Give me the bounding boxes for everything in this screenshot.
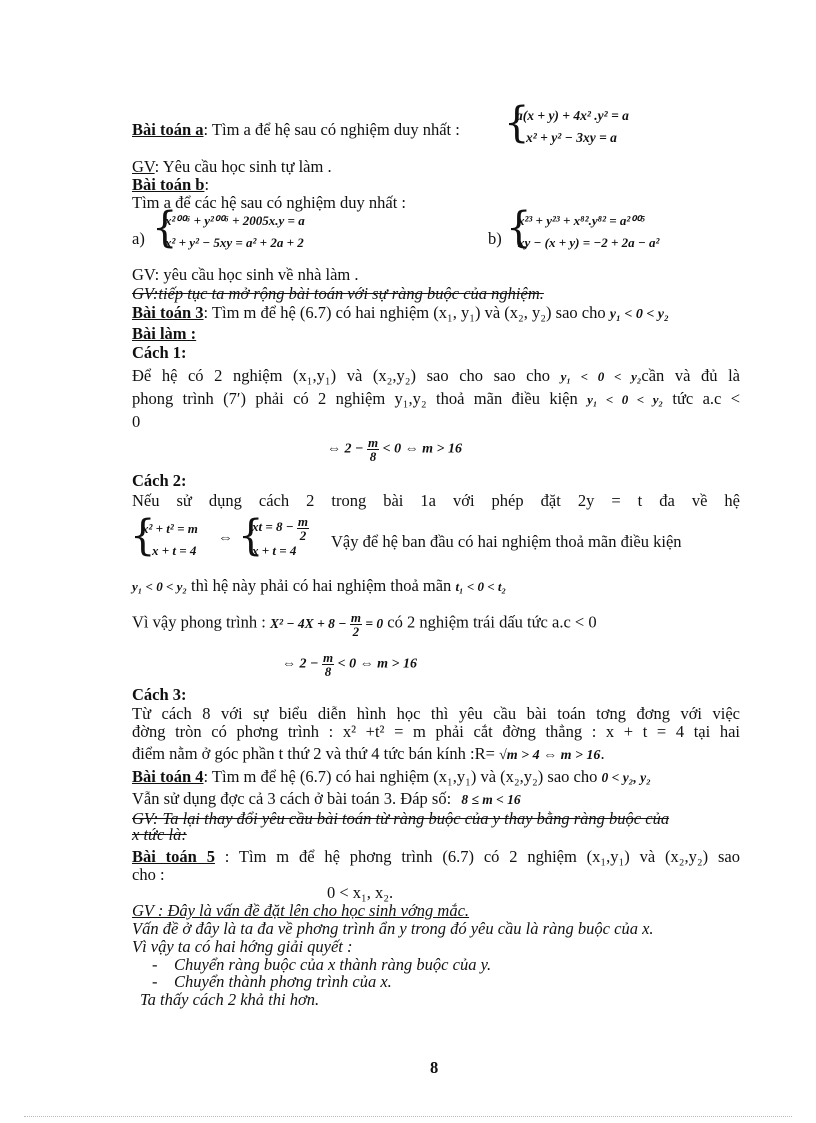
method-1-formula (327, 436, 462, 463)
formula-part: = 0 (365, 615, 384, 631)
problem-5-condition: 0 < x₁, x₂. (327, 883, 394, 902)
problem-4-label: Bài toán 4 (132, 767, 204, 786)
method-3-line-3 (132, 744, 605, 765)
method-2-line-4 (132, 611, 597, 638)
problem-a-system (516, 105, 629, 149)
system-equation: x² + y² − 3xy = a (526, 130, 617, 145)
problem-5-label: Bài toán 5 (132, 847, 215, 866)
method-1-text: tức a.c < (672, 389, 741, 408)
system-equation: x² + t² = m (142, 521, 198, 536)
method-2-text: thì hệ này phải có hai nghiệm thoả mãn (191, 576, 452, 595)
formula-part: X² − 4X + 8 − (269, 615, 347, 631)
problem-a-label: Bài toán a (132, 120, 204, 139)
solution-heading: Bài làm : (132, 324, 197, 343)
system-equation: a(x + y) + 4x² .y² = a (516, 108, 629, 123)
method-3-line-2: đờng tròn có phơng trình : x² +t² = m phải cắt đờng thẳng : x + t = 4 tại hai (132, 722, 740, 741)
list-item (152, 972, 392, 991)
problem-3-text: : Tìm m để hệ (6.7) có hai nghiệm (x₁, y₁) và (x₂, y₂) sao cho (203, 303, 606, 322)
method-3-text: . (600, 744, 605, 763)
fraction (297, 515, 309, 542)
system-equation: x + t = 4 (252, 543, 297, 558)
fraction-denominator: 8 (369, 449, 377, 464)
method-1-line-2 (132, 389, 740, 409)
problem-a-text: : Tìm a để hệ sau có nghiệm duy nhất : (203, 120, 460, 139)
page-number: 8 (430, 1058, 439, 1077)
system-brace: { (504, 98, 530, 148)
fraction-denominator: 8 (324, 664, 332, 679)
problem-4-text: Vẫn sử dụng đợc cả 3 cách ở bài toán 3. Đáp số: (132, 789, 452, 808)
problem-5-statement (132, 847, 740, 866)
gv-note-text: : Yêu cầu học sinh tự làm . (154, 157, 332, 176)
problem-b-a-system (165, 210, 305, 254)
method-1-text: cần và đủ là (641, 366, 741, 385)
fraction-numerator: m (297, 513, 309, 529)
method-2-condition: t₁ < 0 < t₂ (455, 579, 507, 594)
method-1-line-3: 0 (132, 412, 141, 431)
method-1-condition: y₁ < 0 < y₂ (560, 369, 642, 384)
method-2-system-1 (142, 518, 198, 562)
problem-4-answer: 8 ≤ m < 16 (461, 792, 521, 807)
method-3-line-1: Từ cách 8 với sự biểu diễn hình học thì yêu cầu bài toán tơng đơng với việc (132, 704, 740, 723)
system-equation: x²⁰⁰⁶ + y²⁰⁰⁶ + 2005x.y = a (165, 213, 305, 228)
method-1-condition: y₁ < 0 < y₂ (587, 392, 663, 407)
page-bottom-divider (24, 1116, 792, 1117)
gv-label: GV (132, 157, 155, 176)
fraction (367, 436, 379, 463)
method-3-text: điểm nằm ở góc phần t thứ 2 và thứ 4 tức bán kính :R= (132, 744, 495, 763)
equivalence-arrow: ⇔ (218, 530, 233, 546)
system-equation: x²³ + y²³ + x⁸².y⁸² = a²⁰⁰⁵ (518, 213, 646, 228)
problem-b-a-label: a) (132, 229, 145, 248)
problem-b-b-system (518, 210, 659, 254)
gv-note-4-line-1: GV: Ta lại thay đổi yêu cầu bài toán từ ràng buộc của y thay bằng ràng buộc của (132, 809, 670, 828)
fraction-numerator: m (367, 435, 379, 450)
method-2-equation (269, 610, 384, 639)
problem-4-line-2 (132, 789, 521, 809)
fraction-denominator: 2 (352, 624, 360, 639)
problem-5-text: : Tìm m để hệ phơng trình (6.7) có 2 nghiệm (x₁,y₁) và (x₂,y₂) sao (224, 847, 740, 866)
problem-3-condition: y₁ < 0 < y₂ (609, 307, 669, 322)
formula-part: ⇔ 2 − (327, 441, 364, 457)
gv-note-5-line-4: Ta thấy cách 2 khả thi hơn. (140, 990, 320, 1009)
gv-note-1 (132, 157, 332, 176)
fraction-numerator: m (322, 650, 334, 665)
problem-3-label: Bài toán 3 (132, 303, 204, 322)
fraction-numerator: m (350, 610, 361, 625)
method-2-title: Cách 2: (132, 471, 187, 490)
system-equation: xy − (x + y) = −2 + 2a − a² (518, 235, 660, 250)
list-item-text: Chuyển ràng buộc của x thành ràng buộc của y. (174, 955, 492, 974)
list-item-text: Chuyển thành phơng trình của x. (174, 972, 392, 991)
gv-note-text: GV : Đây là vấn đề đặt lên cho học sinh vớng mắc. (132, 901, 470, 920)
problem-5-line-2: cho : (132, 865, 165, 884)
system-brace: { (130, 511, 156, 561)
system-equation: x² + y² − 5xy = a² + 2a + 2 (165, 235, 304, 250)
method-1-line-1 (132, 366, 740, 386)
gv-note-2: GV: yêu cầu học sinh về nhà làm . (132, 265, 359, 284)
method-1-title: Cách 1: (132, 343, 187, 362)
method-1-text: Để hệ có 2 nghiệm (x₁,y₁) và (x₂,y₂) sao cho sao cho (132, 366, 551, 385)
system-brace: { (506, 203, 532, 253)
formula-part: xt = 8 − (252, 519, 294, 534)
method-3-equation: √m > 4 ⇔ m > 16 (499, 748, 601, 763)
fraction-denominator: 2 (299, 527, 307, 543)
fraction (322, 651, 334, 678)
method-3-title: Cách 3: (132, 685, 187, 704)
gv-note-5-line-2: Vấn đề ở đây là ta đa về phơng trình ẩn y trong đó yêu cầu là ràng buộc của x. (132, 919, 654, 938)
fraction (350, 611, 362, 638)
formula-part: < 0 ⇔ m > 16 (382, 441, 462, 457)
method-2-line-3 (132, 576, 506, 596)
method-2-line-1: Nếu sử dụng cách 2 trong bài 1a với phép đặt 2y = t đa về hệ (132, 491, 740, 510)
system-brace: { (152, 203, 178, 253)
problem-4-text: : Tìm m để hệ (6.7) có hai nghiệm (x₁,y₁) và (x₂,y₂) sao cho (203, 767, 598, 786)
method-2-condition: y₁ < 0 < y₂ (132, 579, 187, 594)
method-2-text: có 2 nghiệm trái dấu tức a.c < 0 (387, 612, 597, 632)
system-equation (252, 513, 309, 543)
gv-note-4-line-2: x tức là: (132, 825, 187, 844)
problem-4-statement (132, 767, 651, 787)
problem-4-condition: 0 < y₂, y₂ (601, 770, 651, 785)
gv-note-5-line-1 (132, 901, 469, 920)
method-1-text: phong trình (7′) phải có 2 nghiệm y₁,y₂ thoả mãn điều kiện (132, 389, 578, 408)
problem-b-label: Bài toán b (132, 175, 205, 194)
problem-b-suffix: : (204, 175, 210, 194)
problem-b-b-label: b) (488, 229, 502, 248)
method-2-formula (282, 651, 417, 678)
problem-3-statement (132, 303, 669, 324)
bullet-dash: - (152, 972, 158, 991)
gv-note-3: GV:tiếp tục ta mở rộng bài toán với sự ràng buộc của nghiệm. (132, 284, 544, 303)
bullet-dash: - (152, 955, 158, 974)
formula-part: ⇔ 2 − (282, 656, 319, 672)
problem-b-text: Tìm a để các hệ sau có nghiệm duy nhất : (132, 193, 406, 212)
problem-b-heading (132, 175, 209, 194)
formula-part: < 0 ⇔ m > 16 (337, 656, 417, 672)
system-equation: x + t = 4 (152, 543, 197, 558)
method-2-system-2 (252, 514, 309, 562)
gv-note-5-line-3: Vì vậy ta có hai hớng giải quyết : (132, 937, 353, 956)
method-2-system-text: Vậy để hệ ban đầu có hai nghiệm thoả mãn điều kiện (331, 532, 682, 551)
system-brace: { (238, 511, 264, 561)
problem-a-statement (132, 120, 460, 139)
method-2-text: Vì vậy phong trình : (132, 612, 266, 632)
